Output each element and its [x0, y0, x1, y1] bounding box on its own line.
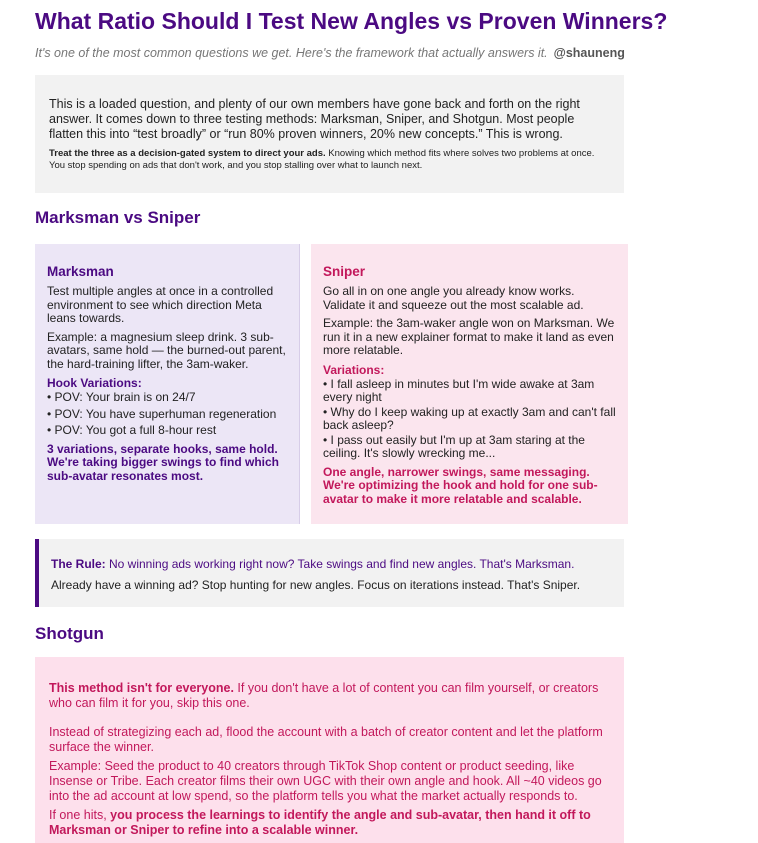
marksman-closing: 3 variations, separate hooks, same hold. We're taking bigger swings to find which sub-avatar resonates most. — [47, 441, 279, 483]
shotgun-warning — [49, 681, 610, 711]
intro-note-rest: Knowing which method fits where solves two problems at once. You stop spending on ads that don't work, and you stop stalling over what to launch next. — [49, 148, 595, 171]
shotgun-warning-bold: This method isn't for everyone. — [49, 681, 234, 695]
author-handle[interactable]: @shauneng — [553, 46, 625, 60]
marksman-description: Test multiple angles at once in a controlled environment to see which direction Meta leans towards. — [47, 284, 274, 325]
marksman-example: Example: a magnesium sleep drink. 3 sub-avatars, same hold — the burned-out parent, the hard-training lifter, the 3am-waker. — [47, 329, 286, 371]
subtitle-text: It's one of the most common questions we get. Here's the framework that actually answers it. — [35, 46, 548, 60]
intro-box — [35, 75, 624, 193]
list-item: • I fall asleep in minutes but I'm wide awake at 3am every night — [323, 376, 595, 404]
shotgun-p3-start: If one hits, — [49, 808, 111, 822]
shotgun-paragraph-2: Example: Seed the product to 40 creators through TikTok Shop content or product seeding, like Insense or Tribe. Each creator films their own UGC with their own angle and hook. All ~40 videos go into the ad account at low spend, so the platform tells you what the market actually responds to. — [49, 759, 602, 803]
rule-callout — [35, 539, 624, 607]
sniper-variations-list — [323, 378, 616, 461]
shotgun-box — [35, 657, 624, 843]
page-title: What Ratio Should I Test New Angles vs Proven Winners? — [35, 8, 668, 34]
list-item: • POV: Your brain is on 24/7 — [47, 390, 196, 404]
sniper-variations-label: Variations: — [323, 362, 385, 377]
intro-note-bold: Treat the three as a decision-gated system to direct your ads. — [49, 148, 326, 159]
rule-line-1-text: No winning ads working right now? Take swings and find new angles. That's Marksman. — [105, 557, 575, 571]
rule-label: The Rule: — [51, 557, 106, 571]
list-item: • POV: You have superhuman regeneration — [47, 406, 277, 421]
marksman-variations-label: Hook Variations: — [47, 376, 142, 390]
list-item: • Why do I keep waking up at exactly 3am and can't fall back asleep? — [323, 404, 616, 432]
list-item: • POV: You got a full 8-hour rest — [47, 423, 217, 437]
shotgun-p3-bold: you process the learnings to identify the angle and sub-avatar, then hand it off to Marksman or Sniper to refine into a scalable winner. — [49, 808, 591, 837]
rule-line-2: Already have a winning ad? Stop hunting for new angles. Focus on iterations instead. That's Sniper. — [51, 578, 581, 592]
sniper-closing: One angle, narrower swings, same messaging. We're optimizing the hook and hold for one sub-avatar to make it more relatable and scalable. — [323, 464, 598, 506]
page-subtitle — [35, 46, 625, 60]
rule-line-1 — [51, 557, 610, 571]
shotgun-paragraph-1: Instead of strategizing each ad, flood the account with a batch of creator content and let the platform surface the winner. — [49, 725, 603, 754]
intro-note — [49, 148, 610, 172]
marksman-title: Marksman — [47, 264, 114, 279]
shotgun-warning-rest: If you don't have a lot of content you can film yourself, or creators who can film it for you, skip this one. — [49, 681, 599, 710]
intro-body: This is a loaded question, and plenty of our own members have gone back and forth on the right answer. It comes down to three testing methods: Marksman, Sniper, and Shotgun. Most people flatten this into “test broadly” or “run 80% proven winners, 20% new concepts.” This is wrong. — [49, 97, 580, 141]
sniper-example: Example: the 3am-waker angle won on Marksman. We run it in a new explainer format to make it land as even more relatable. — [323, 316, 615, 357]
marksman-variations-list — [47, 391, 287, 438]
section-heading-shotgun: Shotgun — [35, 624, 104, 643]
marksman-card — [35, 244, 300, 524]
section-heading-marksman-vs-sniper: Marksman vs Sniper — [35, 208, 201, 227]
sniper-title: Sniper — [323, 264, 366, 279]
sniper-description: Go all in on one angle you already know works. Validate it and squeeze out the most scalable ad. — [323, 284, 584, 312]
list-item: • I pass out easily but I'm up at 3am staring at the ceiling. It's slowly wrecking me... — [323, 432, 585, 460]
shotgun-paragraph-3 — [49, 808, 610, 838]
sniper-card — [311, 244, 628, 524]
